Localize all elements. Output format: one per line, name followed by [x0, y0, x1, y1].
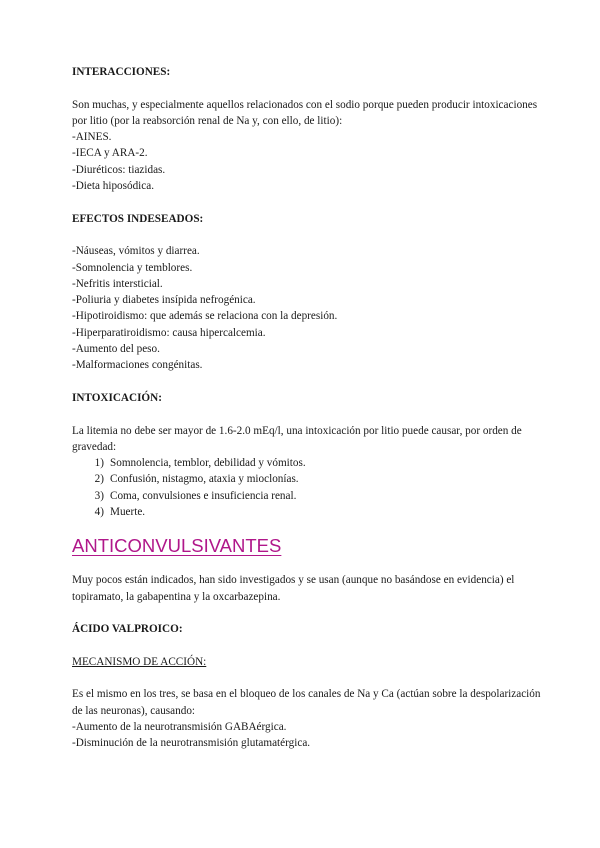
list-text: Coma, convulsiones e insuficiencia renal.	[110, 489, 297, 502]
list-item: -Diuréticos: tiazidas.	[72, 163, 166, 176]
list-item: -Hiperparatiroidismo: causa hipercalcemia.	[72, 326, 266, 339]
paragraph-mecanismo: Es el mismo en los tres, se basa en el bloqueo de los canales de Na y Ca (actúan sobre la despolarización de las neuronas), causando:	[72, 688, 541, 717]
heading-interacciones: INTERACCIONES:	[72, 66, 171, 78]
list-number: 4)	[94, 506, 104, 519]
list-item: -IECA y ARA-2.	[72, 147, 148, 160]
list-text: Somnolencia, temblor, debilidad y vómitos.	[110, 457, 306, 470]
list-item: -Aumento de la neurotransmisión GABAérgica.	[72, 720, 287, 733]
heading-intoxicacion: INTOXICACIÓN:	[72, 391, 162, 404]
list-number: 1)	[94, 457, 104, 470]
list-item: -Nefritis intersticial.	[72, 277, 163, 290]
subheading-mecanismo: MECANISMO DE ACCIÓN:	[72, 655, 207, 668]
list-efectos	[72, 243, 542, 373]
paragraph-intoxicacion: La litemia no debe ser mayor de 1.6-2.0 mEq/l, una intoxicación por litio puede causar, por orden de gravedad:	[72, 424, 522, 453]
list-number: 2)	[94, 473, 104, 486]
list-text: Muerte.	[110, 506, 146, 519]
list-item	[72, 455, 542, 471]
list-item	[72, 488, 542, 504]
list-item: -Disminución de la neurotransmisión glutamatérgica.	[72, 737, 311, 750]
list-item: -Somnolencia y temblores.	[72, 261, 193, 274]
list-text: Confusión, nistagmo, ataxia y mioclonías.	[110, 473, 299, 486]
paragraph-interacciones: Son muchas, y especialmente aquellos relacionados con el sodio porque pueden producir intoxicaciones por litio (por la reabsorción renal de Na y, con ello, de litio):	[72, 98, 538, 127]
section-title-anticonvulsivantes: ANTICONVULSIVANTES	[72, 535, 282, 557]
list-item: -Aumento del peso.	[72, 343, 160, 356]
heading-efectos: EFECTOS INDESEADOS:	[72, 212, 204, 225]
list-item: -Hipotiroidismo: que además se relaciona con la depresión.	[72, 310, 338, 323]
list-item: -Malformaciones congénitas.	[72, 359, 203, 372]
list-item	[72, 504, 542, 520]
list-mecanismo	[72, 719, 542, 752]
list-item	[72, 471, 542, 487]
heading-valproico: ÁCIDO VALPROICO:	[72, 623, 183, 636]
list-intoxicacion	[72, 455, 542, 520]
list-number: 3)	[94, 489, 104, 502]
list-item: -Poliuria y diabetes insípida nefrogénica.	[72, 294, 256, 307]
paragraph-anticonvulsivantes: Muy pocos están indicados, han sido investigados y se usan (aunque no basándose en evidencia) el topiramato, la gabapentina y la oxcarbazepina.	[72, 574, 515, 603]
list-item: -AINES.	[72, 131, 112, 144]
list-item: -Náuseas, vómitos y diarrea.	[72, 245, 200, 258]
document-page	[72, 64, 542, 752]
list-item: -Dieta hiposódica.	[72, 180, 155, 193]
list-interacciones	[72, 129, 542, 194]
